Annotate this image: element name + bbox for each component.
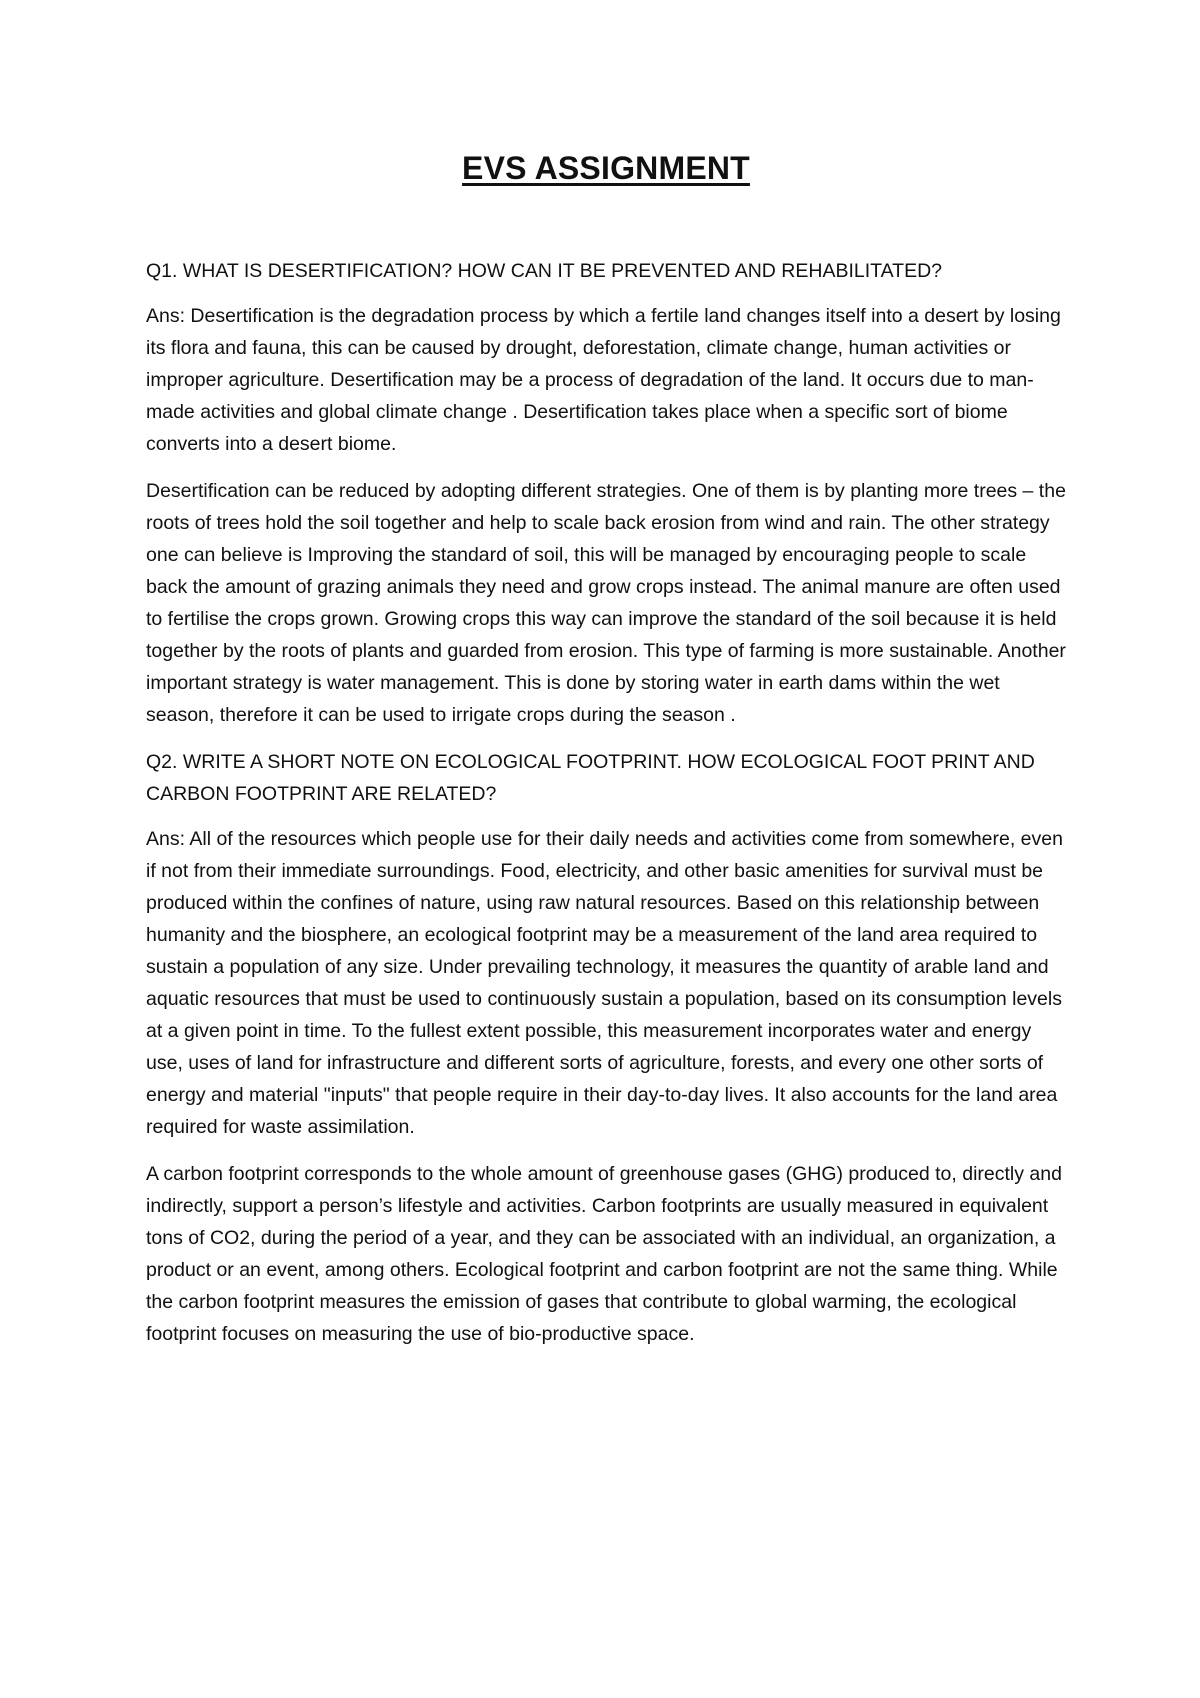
answer-2-paragraph-1: Ans: All of the resources which people use for their daily needs and activities come from somewhere, even if not from their immediate surroundings. Food, electricity, and other basic amenities for survival must be produced within the confines of nature, using raw natural resources. Based on this relationship between humanity and the biosphere, an ecological footprint may be a measurement of the land area required to sustain a population of any size. Under prevailing technology, it measures the quantity of arable land and aquatic resources that must be used to continuously sustain a population, based on its consumption levels at a given point in time. To the fullest extent possible, this measurement incorporates water and energy use, uses of land for infrastructure and different sorts of agriculture, forests, and every one other sorts of energy and material "inputs" that people require in their day-to-day lives. It also accounts for the land area required for waste assimilation.: [146, 828, 1063, 1138]
question-1: Q1. WHAT IS DESERTIFICATION? HOW CAN IT BE PREVENTED AND REHABILITATED?: [146, 260, 943, 282]
answer-2-paragraph-2: A carbon footprint corresponds to the whole amount of greenhouse gases (GHG) produced to, directly and indirectly, support a person’s lifestyle and activities. Carbon footprints are usually measured in equivalent tons of CO2, during the period of a year, and they can be associated with an individual, an organization, a product or an event, among others. Ecological footprint and carbon footprint are not the same thing. While the carbon footprint measures the emission of gases that contribute to global warming, the ecological footprint focuses on measuring the use of bio-productive space.: [146, 1163, 1062, 1345]
answer-1-paragraph-2: Desertification can be reduced by adopting different strategies. One of them is by planting more trees – the roots of trees hold the soil together and help to scale back erosion from wind and rain. The other strategy one can believe is Improving the standard of soil, this will be managed by encouraging people to scale back the amount of grazing animals they need and grow crops instead. The animal manure are often used to fertilise the crops grown. Growing crops this way can improve the standard of the soil because it is held together by the roots of plants and guarded from erosion. This type of farming is more sustainable. Another important strategy is water management. This is done by storing water in earth dams within the wet season, therefore it can be used to irrigate crops during the season .: [146, 480, 1066, 726]
document-title: EVS ASSIGNMENT: [462, 150, 750, 186]
section-q2: [146, 746, 1066, 1350]
question-2: Q2. WRITE A SHORT NOTE ON ECOLOGICAL FOOTPRINT. HOW ECOLOGICAL FOOT PRINT AND CARBON FOOTPRINT ARE RELATED?: [146, 751, 1035, 805]
section-q1: [146, 255, 1066, 731]
answer-1-paragraph-1: Ans: Desertification is the degradation process by which a fertile land changes itself into a desert by losing its flora and fauna, this can be caused by drought, deforestation, climate change, human activities or improper agriculture. Desertification may be a process of degradation of the land. It occurs due to man-made activities and global climate change . Desertification takes place when a specific sort of biome converts into a desert biome.: [146, 305, 1061, 455]
document-content: [146, 150, 1066, 1365]
